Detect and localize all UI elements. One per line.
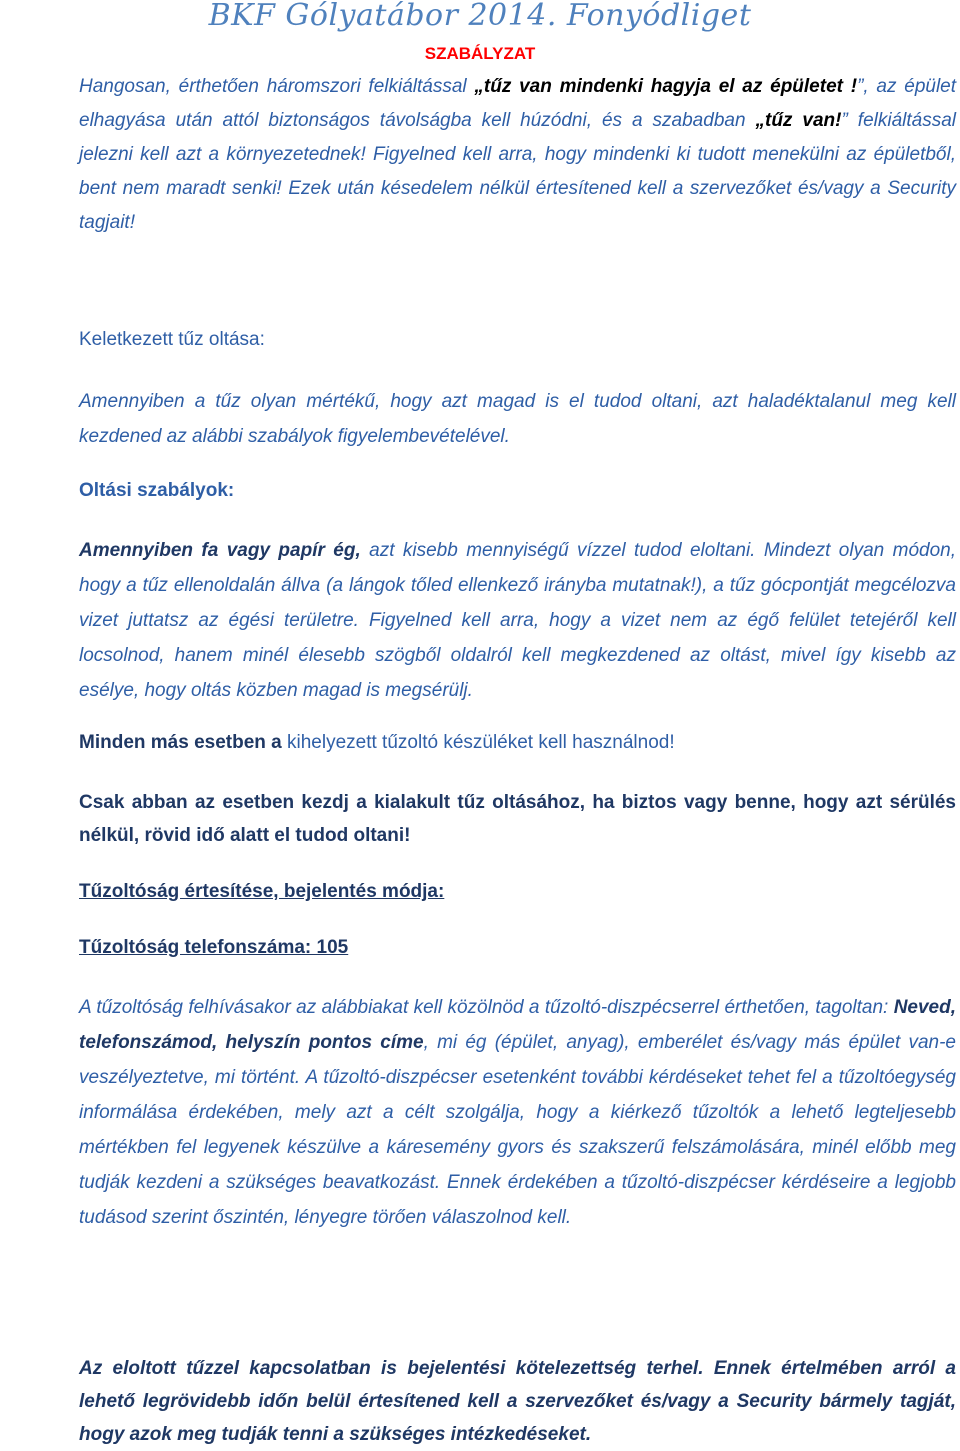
- intro-paragraph: [79, 70, 956, 240]
- call-text-a: A tűzoltóság felhívásakor az alábbiakat kell közölnöd a tűzoltó-diszpécserrel érthetően, tagoltan:: [79, 997, 894, 1018]
- fire-heading: Keletkezett tűz oltása:: [79, 329, 265, 350]
- intro-text-1: Hangosan, érthetően háromszori felkiáltással: [79, 76, 475, 97]
- rules-paragraph: [79, 533, 956, 708]
- page-subtitle: SZABÁLYZAT: [424, 44, 536, 63]
- other-case-text: kihelyezett tűzoltó készüléket kell használnod!: [281, 732, 675, 753]
- call-text-b: , mi ég (épület, anyag), emberélet és/vagy más épület van-e veszélyeztetve, mi történt. A tűzoltó-diszpécser esetenként további kérdéseket tehet fel a tűzoltóegység informálása érdekében, mely azt a célt szolgálja, hogy a kiérkező tűzoltók a lehető legteljesebb mértékben fel legyenek készülve a káresemény gyors és szakszerű felszámolására, minél előbb meg tudják kezdeni a szükséges beavatkozást. Ennek érdekében a tűzoltó-diszpécser kérdéseire a legjobb tudásod szerint őszintén, lényegre törően válaszolnod kell.: [79, 1032, 956, 1228]
- intro-bold-1: „tűz van mindenki hagyja el az épületet !: [474, 76, 858, 97]
- rules-bold: Amennyiben fa vagy papír ég,: [79, 540, 361, 561]
- other-case-bold: Minden más esetben a: [79, 732, 282, 753]
- phone-number-line: Tűzoltóság telefonszáma: 105: [79, 937, 349, 958]
- rules-text: azt kisebb mennyiségű vízzel tudod eloltani. Mindezt olyan módon, hogy a tűz ellenoldalán állva (a lángok tőled ellenkező irányba mutatnak!), a tűz gócpontját megcélozva vizet juttatsz az égési területre. Figyelned kell arra, hogy a vizet nem az égő felület tetejéről kell locsolnod, hanem minél élesebb szögből oldalról kell megkezdened az oltást, mivel így kisebb az esélye, hogy oltás közben magad is megsérülj.: [79, 540, 956, 701]
- notify-heading: Tűzoltóság értesítése, bejelentés módja:: [79, 881, 445, 902]
- page-header-title: BKF Gólyatábor 2014. Fonyódliget: [208, 0, 752, 33]
- rules-heading: Oltási szabályok:: [79, 480, 235, 501]
- call-bold: Neved, telefonszámod, helyszín pontos címe: [79, 997, 956, 1053]
- only-if-warning: Csak abban az esetben kezdj a kialakult tűz oltásához, ha biztos vagy benne, hogy azt sérülés nélkül, rövid idő alatt el tudod oltani!: [79, 792, 956, 846]
- other-case-line: [79, 725, 956, 760]
- fire-paragraph: Amennyiben a tűz olyan mértékű, hogy azt magad is el tudod oltani, azt haladéktalanul meg kell kezdened az alábbi szabályok figyelembevételével.: [79, 391, 956, 447]
- intro-text-3: ” felkiáltással jelezni kell azt a környezetednek! Figyelned kell arra, hogy mindenki ki tudott menekülni az épületből, bent nem maradt senki! Ezek után késedelem nélkül értesítened kell a szervezőket és/vagy a Security tagjait!: [79, 110, 956, 233]
- intro-bold-2: „tűz van!: [755, 110, 842, 131]
- intro-text-2: ”, az épület elhagyása után attól biztonságos távolságba kell húzódni, és a szabadban: [79, 76, 957, 131]
- call-paragraph: [79, 990, 956, 1235]
- final-paragraph: Az eloltott tűzzel kapcsolatban is bejelentési kötelezettség terhel. Ennek értelmében arról a lehető legrövidebb időn belül értesítened kell a szervezőket és/vagy a Security bármely tagját, hogy azok meg tudják tenni a szükséges intézkedéseket.: [79, 1358, 956, 1445]
